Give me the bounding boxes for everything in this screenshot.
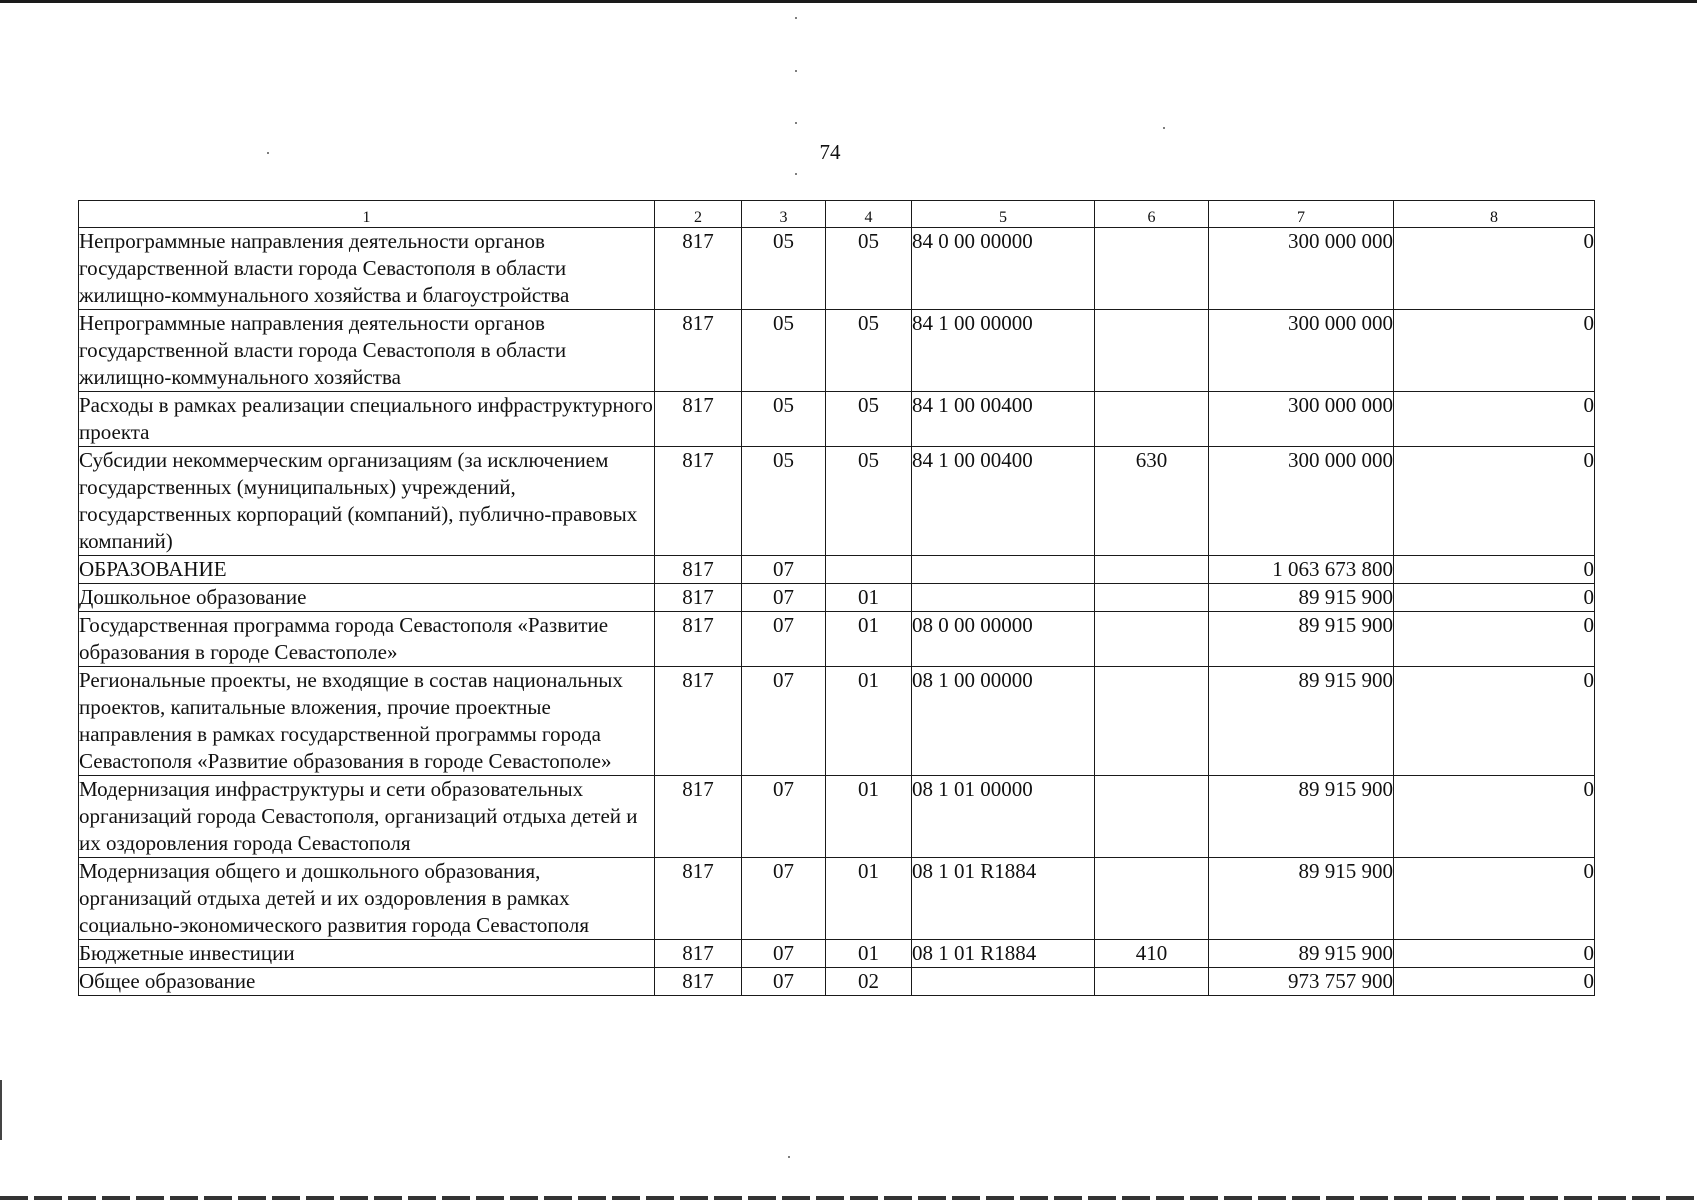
cell-admin-code: 817 — [655, 228, 742, 310]
header-row — [79, 201, 1595, 228]
cell-section: 07 — [742, 584, 826, 612]
cell-subsection: 01 — [826, 584, 912, 612]
table-header — [79, 201, 1595, 228]
cell-amount-2: 0 — [1394, 858, 1595, 940]
row-name: Модернизация инфраструктуры и сети образовательных организаций города Севастополя, организаций отдыха детей и их оздоровления города Севастополя — [79, 776, 655, 858]
cell-amount-2: 0 — [1394, 392, 1595, 447]
cell-amount: 89 915 900 — [1209, 858, 1394, 940]
row-name: Непрограммные направления деятельности органов государственной власти города Севастополя в области жилищно-коммунального хозяйства и благоустройства — [79, 228, 655, 310]
cell-admin-code: 817 — [655, 612, 742, 667]
cell-amount: 300 000 000 — [1209, 228, 1394, 310]
cell-expense-type — [1095, 556, 1209, 584]
cell-amount: 1 063 673 800 — [1209, 556, 1394, 584]
cell-target-article — [912, 556, 1095, 584]
cell-target-article: 08 1 00 00000 — [912, 667, 1095, 776]
table-row — [79, 858, 1595, 940]
table-row — [79, 968, 1595, 996]
cell-subsection: 05 — [826, 310, 912, 392]
cell-subsection: 05 — [826, 392, 912, 447]
cell-target-article: 84 1 00 00000 — [912, 310, 1095, 392]
cell-expense-type — [1095, 776, 1209, 858]
row-name: ОБРАЗОВАНИЕ — [79, 556, 655, 584]
cell-admin-code: 817 — [655, 556, 742, 584]
table-row — [79, 667, 1595, 776]
cell-subsection: 05 — [826, 228, 912, 310]
cell-expense-type — [1095, 392, 1209, 447]
cell-expense-type — [1095, 228, 1209, 310]
cell-admin-code: 817 — [655, 968, 742, 996]
cell-target-article — [912, 968, 1095, 996]
cell-subsection: 01 — [826, 667, 912, 776]
cell-section: 05 — [742, 392, 826, 447]
scan-speck — [795, 173, 797, 175]
row-name: Бюджетные инвестиции — [79, 940, 655, 968]
cell-admin-code: 817 — [655, 584, 742, 612]
cell-amount: 973 757 900 — [1209, 968, 1394, 996]
cell-admin-code: 817 — [655, 776, 742, 858]
cell-amount: 300 000 000 — [1209, 392, 1394, 447]
header-col-7: 7 — [1209, 201, 1394, 228]
table-row — [79, 310, 1595, 392]
cell-section: 05 — [742, 228, 826, 310]
scan-edge-left — [0, 1080, 2, 1140]
cell-amount: 89 915 900 — [1209, 667, 1394, 776]
table-row — [79, 392, 1595, 447]
cell-amount-2: 0 — [1394, 940, 1595, 968]
cell-section: 05 — [742, 310, 826, 392]
cell-subsection: 01 — [826, 940, 912, 968]
header-col-1: 1 — [79, 201, 655, 228]
cell-admin-code: 817 — [655, 310, 742, 392]
cell-expense-type — [1095, 584, 1209, 612]
cell-target-article: 84 1 00 00400 — [912, 392, 1095, 447]
cell-admin-code: 817 — [655, 392, 742, 447]
cell-target-article: 08 1 01 R1884 — [912, 940, 1095, 968]
table-row — [79, 447, 1595, 556]
cell-expense-type: 410 — [1095, 940, 1209, 968]
cell-amount-2: 0 — [1394, 776, 1595, 858]
budget-table — [78, 200, 1595, 996]
table-row — [79, 556, 1595, 584]
scan-speck — [795, 70, 797, 72]
cell-amount-2: 0 — [1394, 447, 1595, 556]
cell-section: 07 — [742, 858, 826, 940]
cell-section: 07 — [742, 612, 826, 667]
scan-speck — [1163, 127, 1165, 129]
cell-section: 07 — [742, 940, 826, 968]
cell-subsection: 05 — [826, 447, 912, 556]
table-row — [79, 612, 1595, 667]
cell-subsection: 01 — [826, 612, 912, 667]
cell-expense-type — [1095, 858, 1209, 940]
cell-expense-type — [1095, 310, 1209, 392]
header-col-8: 8 — [1394, 201, 1595, 228]
cell-admin-code: 817 — [655, 667, 742, 776]
row-name: Субсидии некоммерческим организациям (за исключением государственных (муниципальных) учреждений, государственных корпораций (компаний), публично-правовых компаний) — [79, 447, 655, 556]
cell-admin-code: 817 — [655, 858, 742, 940]
cell-amount-2: 0 — [1394, 584, 1595, 612]
table-body — [79, 228, 1595, 996]
table-row — [79, 940, 1595, 968]
cell-amount-2: 0 — [1394, 556, 1595, 584]
cell-subsection — [826, 556, 912, 584]
row-name: Государственная программа города Севастополя «Развитие образования в городе Севастополе» — [79, 612, 655, 667]
cell-amount: 300 000 000 — [1209, 310, 1394, 392]
row-name: Модернизация общего и дошкольного образования, организаций отдыха детей и их оздоровления в рамках социально-экономического развития города Севастополя — [79, 858, 655, 940]
row-name: Дошкольное образование — [79, 584, 655, 612]
cell-target-article: 84 1 00 00400 — [912, 447, 1095, 556]
cell-subsection: 01 — [826, 858, 912, 940]
scan-edge-bottom — [0, 1196, 1697, 1200]
scan-edge-top — [0, 0, 1697, 3]
table-row — [79, 228, 1595, 310]
cell-target-article: 08 1 01 R1884 — [912, 858, 1095, 940]
scan-speck — [795, 122, 797, 124]
cell-section: 07 — [742, 776, 826, 858]
cell-expense-type — [1095, 667, 1209, 776]
page-number: 74 — [819, 140, 841, 164]
cell-expense-type: 630 — [1095, 447, 1209, 556]
header-col-3: 3 — [742, 201, 826, 228]
cell-admin-code: 817 — [655, 447, 742, 556]
cell-section: 07 — [742, 556, 826, 584]
row-name: Непрограммные направления деятельности органов государственной власти города Севастополя в области жилищно-коммунального хозяйства — [79, 310, 655, 392]
cell-amount: 89 915 900 — [1209, 776, 1394, 858]
cell-section: 05 — [742, 447, 826, 556]
cell-target-article — [912, 584, 1095, 612]
table-row — [79, 776, 1595, 858]
cell-subsection: 02 — [826, 968, 912, 996]
header-col-6: 6 — [1095, 201, 1209, 228]
scan-speck — [795, 17, 797, 19]
row-name: Расходы в рамках реализации специального инфраструктурного проекта — [79, 392, 655, 447]
header-col-2: 2 — [655, 201, 742, 228]
table-row — [79, 584, 1595, 612]
cell-amount-2: 0 — [1394, 968, 1595, 996]
cell-amount-2: 0 — [1394, 667, 1595, 776]
cell-amount: 89 915 900 — [1209, 612, 1394, 667]
cell-amount-2: 0 — [1394, 612, 1595, 667]
cell-amount: 89 915 900 — [1209, 584, 1394, 612]
cell-amount: 89 915 900 — [1209, 940, 1394, 968]
row-name: Общее образование — [79, 968, 655, 996]
cell-target-article: 08 1 01 00000 — [912, 776, 1095, 858]
cell-amount: 300 000 000 — [1209, 447, 1394, 556]
cell-expense-type — [1095, 612, 1209, 667]
scan-speck — [788, 1156, 790, 1158]
cell-admin-code: 817 — [655, 940, 742, 968]
cell-target-article: 08 0 00 00000 — [912, 612, 1095, 667]
header-col-4: 4 — [826, 201, 912, 228]
cell-amount-2: 0 — [1394, 228, 1595, 310]
cell-subsection: 01 — [826, 776, 912, 858]
cell-amount-2: 0 — [1394, 310, 1595, 392]
row-name: Региональные проекты, не входящие в состав национальных проектов, капитальные вложения, прочие проектные направления в рамках государственной программы города Севастополя «Развитие образования в городе Севастополе» — [79, 667, 655, 776]
cell-expense-type — [1095, 968, 1209, 996]
cell-section: 07 — [742, 968, 826, 996]
header-col-5: 5 — [912, 201, 1095, 228]
cell-section: 07 — [742, 667, 826, 776]
cell-target-article: 84 0 00 00000 — [912, 228, 1095, 310]
